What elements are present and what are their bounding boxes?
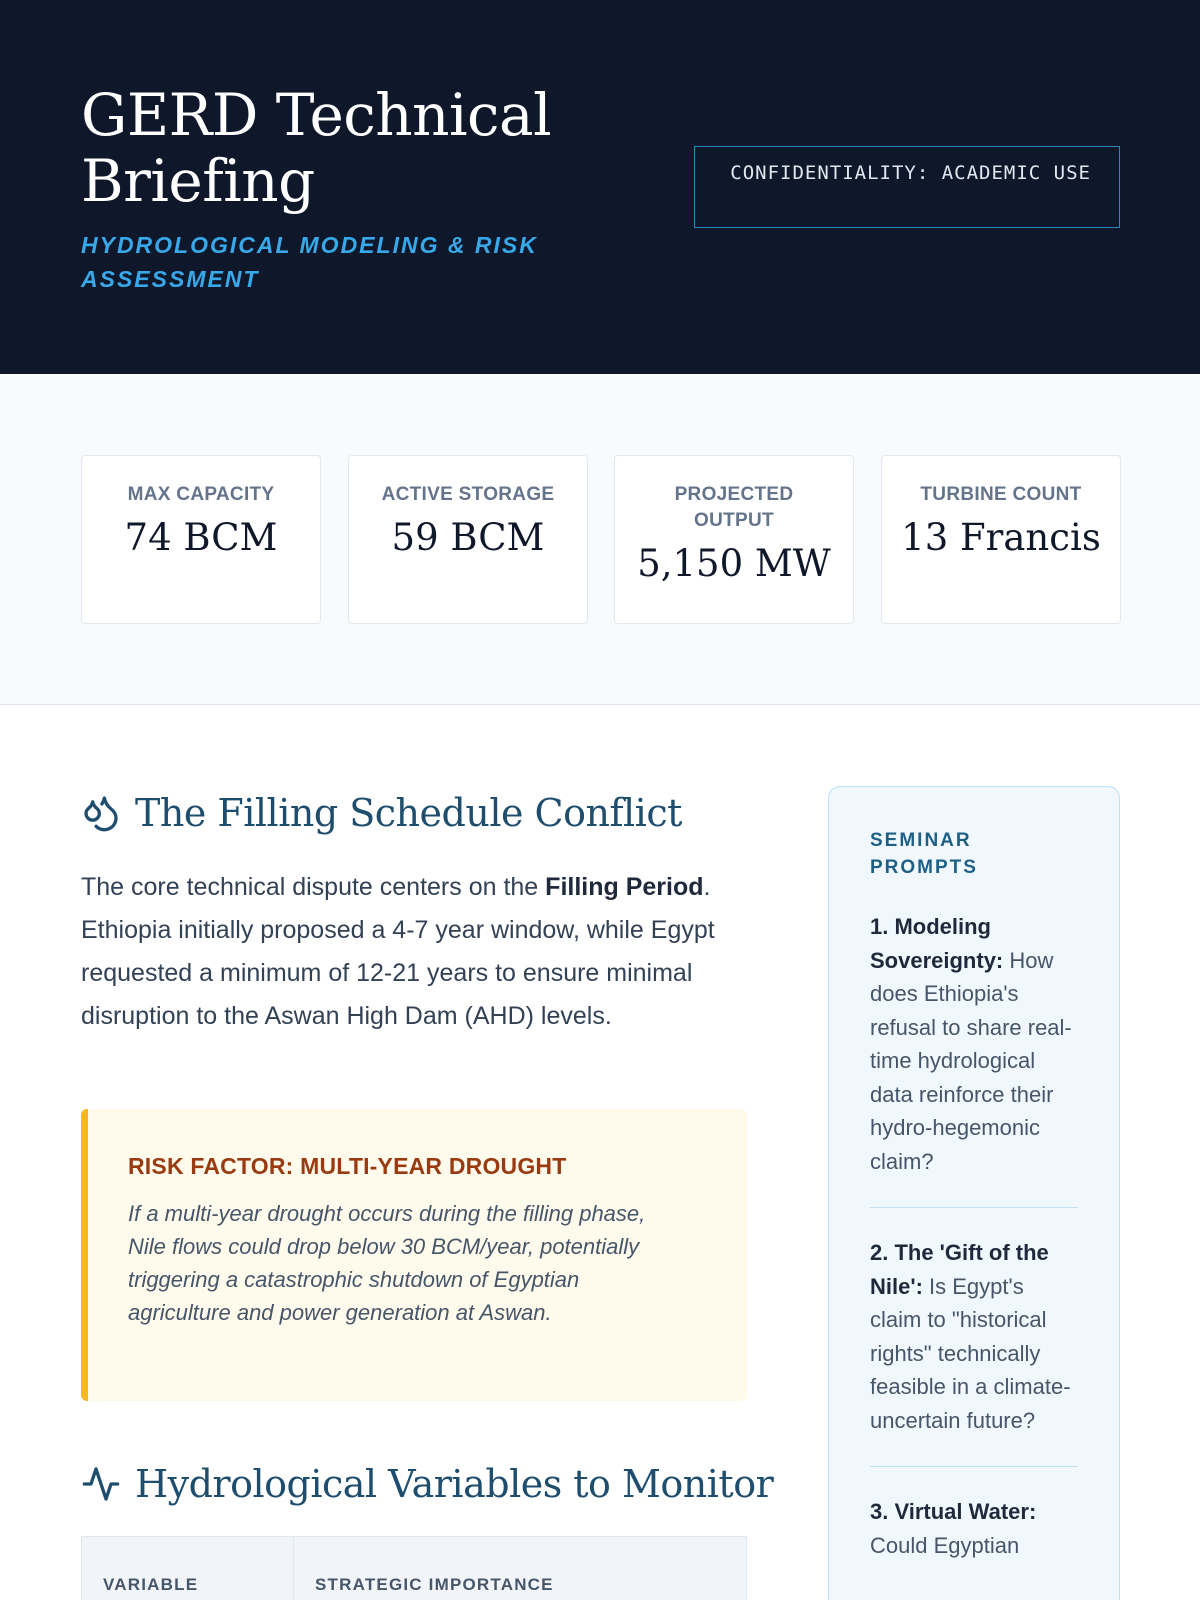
- filling-section-heading: [81, 788, 682, 838]
- stat-value: 5,150 MW: [637, 542, 831, 585]
- stat-label: MAX CAPACITY: [127, 484, 275, 505]
- seminar-prompts-sidebar: [828, 786, 1120, 1600]
- stat-card-turbine-count: [881, 455, 1121, 624]
- column-header-variable: VARIABLE: [82, 1537, 294, 1600]
- variables-table: [81, 1536, 747, 1600]
- sidebar-title: SEMINAR PROMPTS: [870, 830, 978, 878]
- paragraph-emphasis: Filling Period: [545, 873, 704, 901]
- prompt-heading: 3. Virtual Water:: [870, 1499, 1037, 1524]
- divider: [870, 1207, 1078, 1208]
- page-subtitle: HYDROLOGICAL MODELING & RISK ASSESSMENT: [81, 232, 538, 292]
- stat-card-active-storage: [348, 455, 588, 624]
- prompt-text: Is Egypt's claim to "historical rights" technically feasible in a climate-uncertain future?: [870, 1273, 1071, 1433]
- risk-text: If a multi-year drought occurs during the filling phase, Nile flows could drop below 30 BCM/year, potentially triggering a catastrophic shutdown of Egyptian agriculture and power generation at Aswan.: [128, 1201, 646, 1325]
- risk-callout: [81, 1109, 747, 1401]
- filling-section-title: The Filling Schedule Conflict: [135, 791, 682, 835]
- paragraph-text: The core technical dispute centers on the: [81, 873, 546, 901]
- stat-label: TURBINE COUNT: [920, 484, 1082, 505]
- prompt-heading: 2. The 'Gift of the Nile':: [870, 1240, 1049, 1299]
- prompt-item: [870, 1236, 1078, 1437]
- divider: [870, 1466, 1078, 1467]
- confidentiality-badge: CONFIDENTIALITY: ACADEMIC USE: [694, 146, 1120, 228]
- stat-card-projected-output: [614, 455, 854, 624]
- stat-value: 74 BCM: [124, 516, 278, 559]
- activity-icon: [81, 1464, 121, 1504]
- stat-card-max-capacity: [81, 455, 321, 624]
- variables-section-heading: [81, 1459, 773, 1509]
- variables-section-title: Hydrological Variables to Monitor: [135, 1462, 774, 1506]
- stat-value: 59 BCM: [391, 516, 545, 559]
- stat-value: 13 Francis: [901, 516, 1101, 559]
- prompt-text: How does Ethiopia's refusal to share real-time hydrological data reinforce their hydro-hegemonic claim?: [870, 947, 1072, 1174]
- page-header: [0, 0, 1200, 374]
- paragraph-text: . Ethiopia initially proposed a 4-7 year window, while Egypt requested a minimum of 12-21 years to ensure minimal disruption to the Aswan High Dam (AHD) levels.: [81, 873, 715, 1030]
- prompt-text: Could Egyptian: [870, 1532, 1020, 1558]
- filling-paragraph: [81, 866, 731, 1038]
- stat-label: ACTIVE STORAGE: [381, 484, 555, 505]
- droplets-icon: [81, 793, 121, 833]
- prompt-item: [870, 1495, 1078, 1562]
- key-stats: [0, 374, 1200, 705]
- risk-title: RISK FACTOR: MULTI-YEAR DROUGHT: [128, 1153, 567, 1179]
- column-header-strategic-importance: STRATEGIC IMPORTANCE: [315, 1575, 554, 1594]
- prompt-heading: 1. Modeling Sovereignty:: [870, 914, 1004, 973]
- stat-label: PROJECTED OUTPUT: [674, 484, 794, 531]
- page-title: GERD Technical Briefing: [81, 81, 552, 215]
- prompt-item: [870, 910, 1078, 1178]
